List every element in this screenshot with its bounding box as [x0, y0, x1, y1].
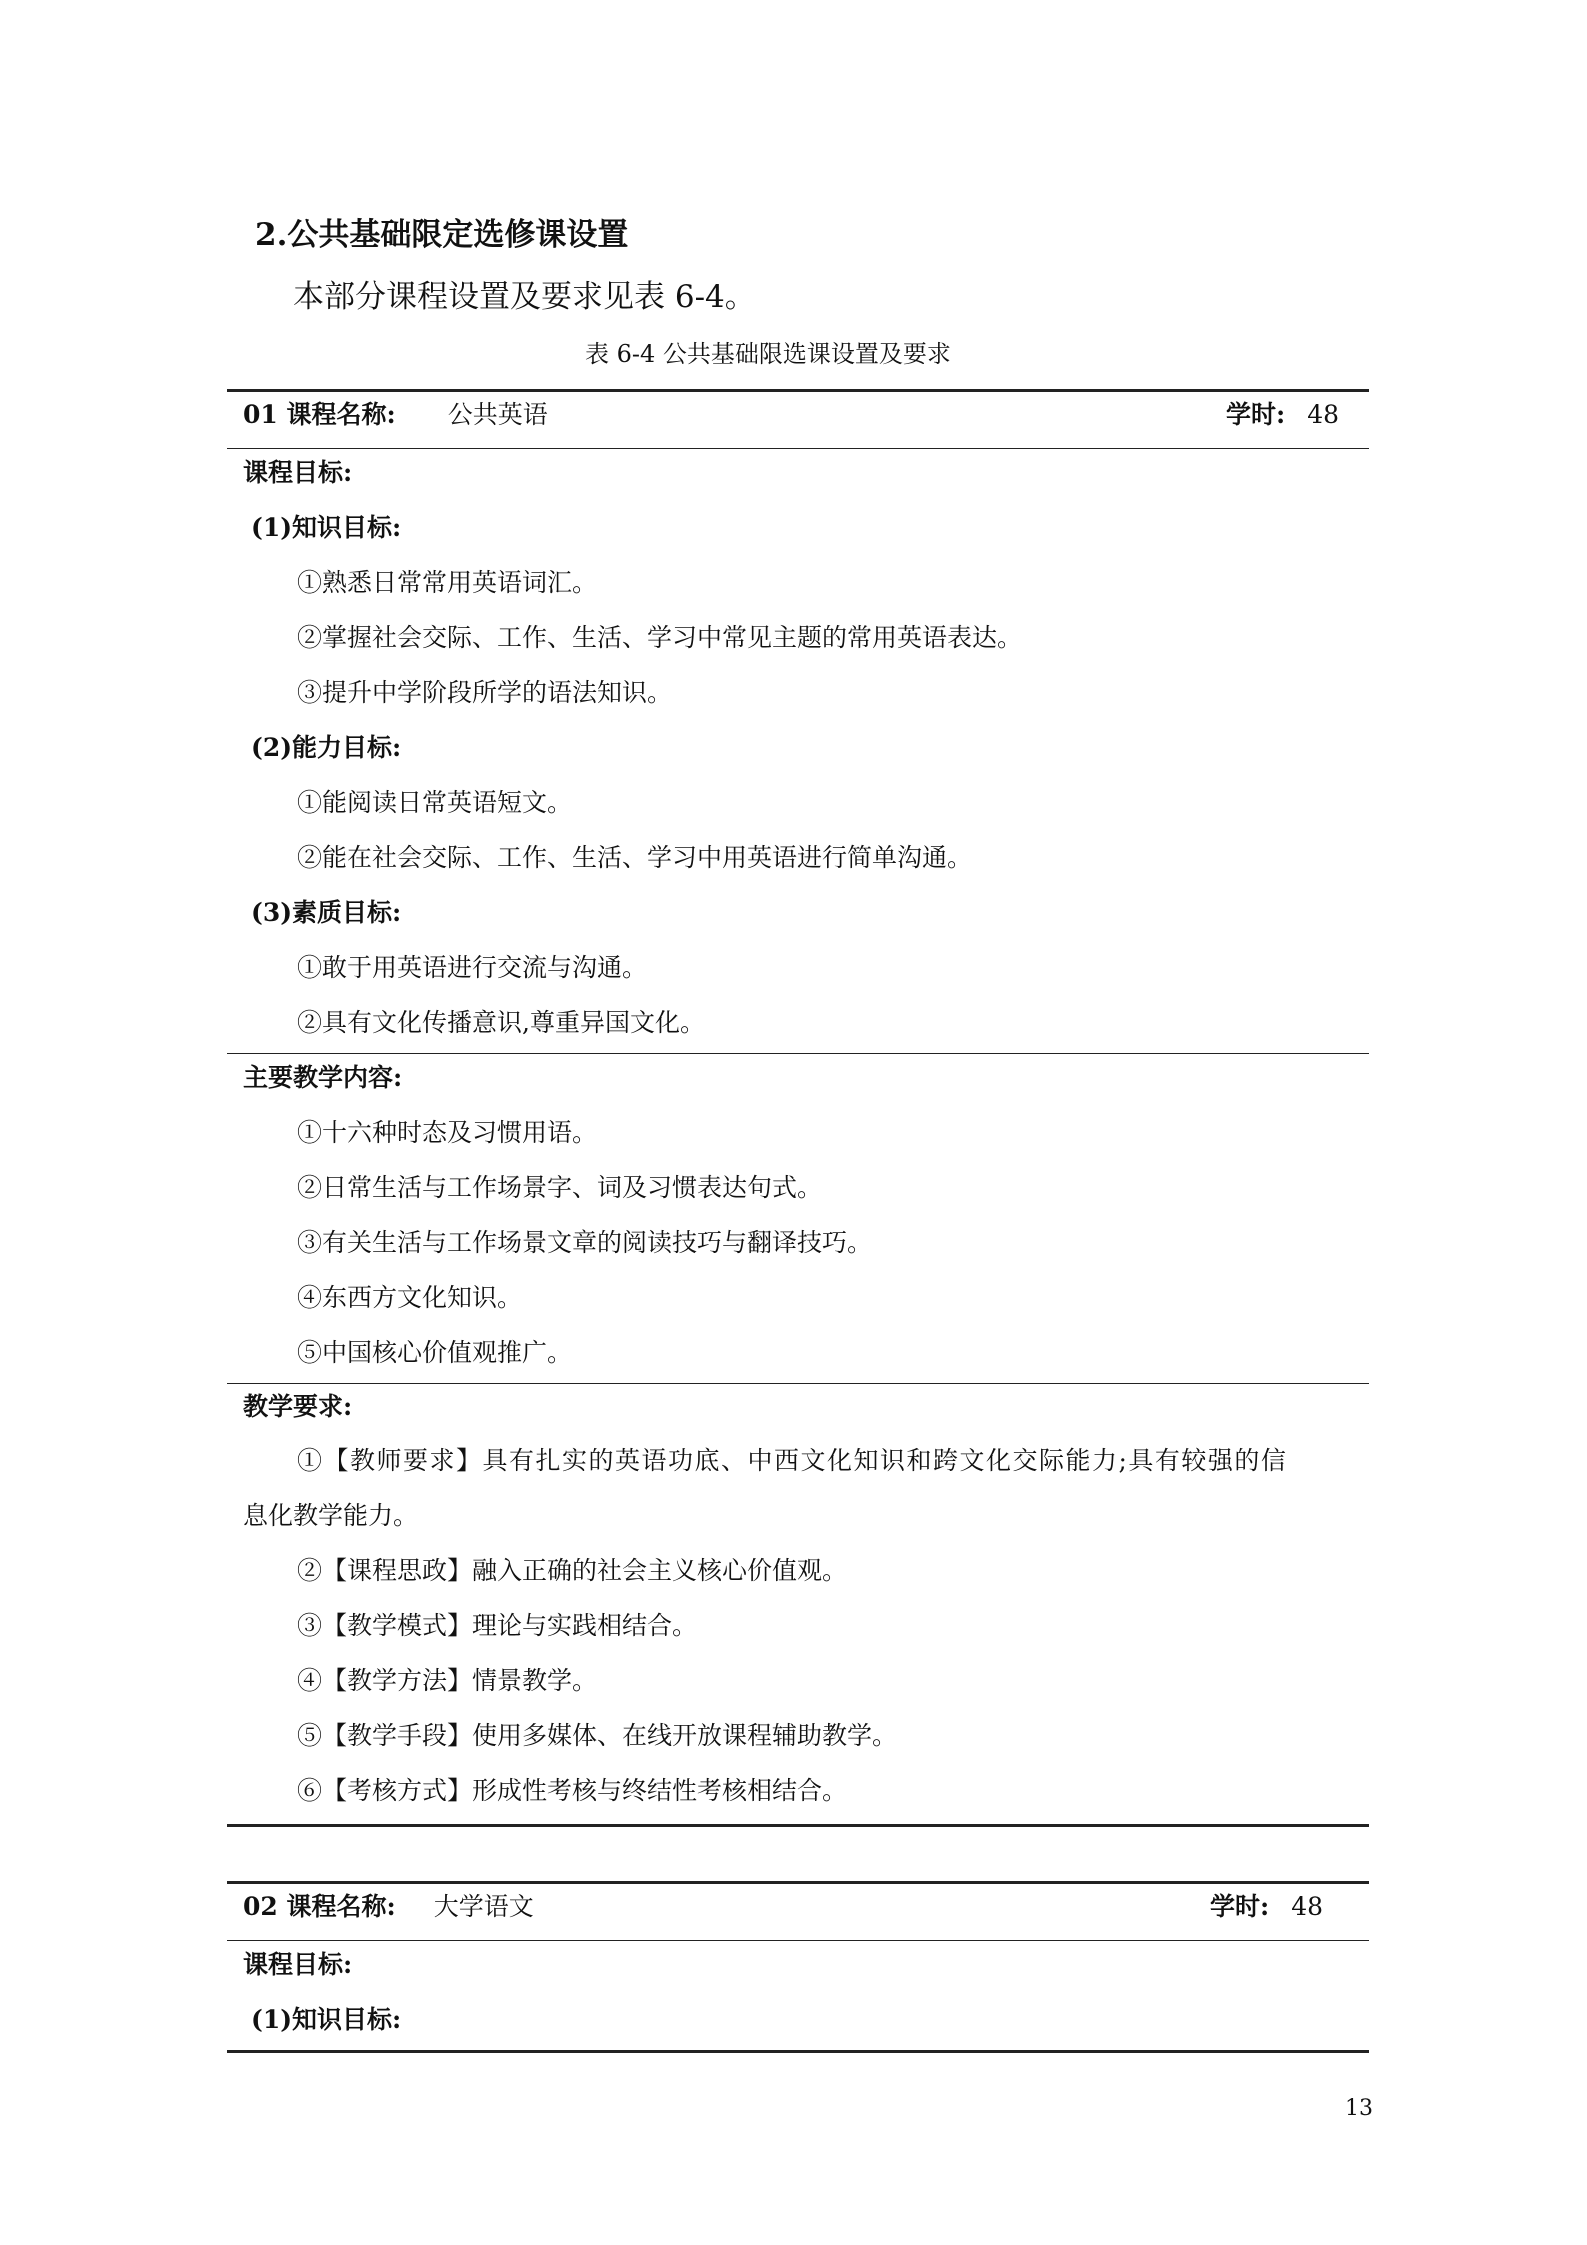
hours-label: 学时:	[1226, 400, 1286, 429]
course-hours	[1210, 1887, 1323, 1923]
quality-item: ①敢于用英语进行交流与沟通。	[297, 953, 648, 982]
requirement-item: ⑤【教学手段】使用多媒体、在线开放课程辅助教学。	[297, 1721, 898, 1750]
hours-label: 学时:	[1210, 1892, 1270, 1921]
content-item: ③有关生活与工作场景文章的阅读技巧与翻译技巧。	[297, 1228, 873, 1257]
table-bottom-rule	[227, 2050, 1369, 2053]
content-label: 主要教学内容:	[243, 1063, 403, 1092]
requirement-item: ②【课程思政】融入正确的社会主义核心价值观。	[297, 1556, 848, 1585]
course-name-label: 02 课程名称:	[243, 1892, 396, 1921]
row-divider	[227, 1053, 1369, 1054]
course-name: 大学语文	[433, 1892, 534, 1921]
course-name-row	[243, 1887, 534, 1923]
row-divider	[227, 448, 1369, 449]
quality-item: ②具有文化传播意识,尊重异国文化。	[297, 1008, 705, 1037]
ability-item: ②能在社会交际、工作、生活、学习中用英语进行简单沟通。	[297, 843, 973, 872]
content-item: ⑤中国核心价值观推广。	[297, 1338, 573, 1367]
row-divider	[227, 1383, 1369, 1384]
hours-value: 48	[1291, 1892, 1323, 1921]
table-caption: 表 6-4 公共基础限选课设置及要求	[585, 340, 951, 368]
knowledge-label: (1)知识目标:	[251, 2005, 402, 2034]
requirement-item: ⑥【考核方式】形成性考核与终结性考核相结合。	[297, 1776, 848, 1805]
knowledge-item: ③提升中学阶段所学的语法知识。	[297, 678, 673, 707]
requirement-item-continued: 息化教学能力。	[243, 1501, 419, 1530]
knowledge-item: ②掌握社会交际、工作、生活、学习中常见主题的常用英语表达。	[297, 623, 1023, 652]
goals-label: 课程目标:	[243, 458, 353, 487]
content-item: ①十六种时态及习惯用语。	[297, 1118, 598, 1147]
page-number: 13	[1345, 2096, 1373, 2121]
ability-label: (2)能力目标:	[251, 733, 402, 762]
requirements-label: 教学要求:	[243, 1392, 353, 1421]
table-top-rule	[227, 389, 1369, 392]
content-item: ④东西方文化知识。	[297, 1283, 523, 1312]
knowledge-label: (1)知识目标:	[251, 513, 402, 542]
intro-paragraph: 本部分课程设置及要求见表 6-4。	[293, 279, 756, 315]
course-name: 公共英语	[447, 400, 548, 429]
content-item: ②日常生活与工作场景字、词及习惯表达句式。	[297, 1173, 823, 1202]
course-name-label: 01 课程名称:	[243, 400, 396, 429]
hours-value: 48	[1307, 400, 1339, 429]
requirement-item: ①【教师要求】具有扎实的英语功底、中西文化知识和跨文化交际能力;具有较强的信	[297, 1446, 1288, 1475]
quality-label: (3)素质目标:	[251, 898, 402, 927]
goals-label: 课程目标:	[243, 1950, 353, 1979]
table-bottom-rule	[227, 1824, 1369, 1827]
requirement-item: ④【教学方法】情景教学。	[297, 1666, 598, 1695]
course-name-row	[243, 395, 548, 431]
table-top-rule	[227, 1881, 1369, 1884]
knowledge-item: ①熟悉日常常用英语词汇。	[297, 568, 598, 597]
section-heading: 2.公共基础限定选修课设置	[255, 217, 629, 253]
ability-item: ①能阅读日常英语短文。	[297, 788, 573, 817]
requirement-item: ③【教学模式】理论与实践相结合。	[297, 1611, 698, 1640]
row-divider	[227, 1940, 1369, 1941]
course-hours	[1226, 395, 1339, 431]
